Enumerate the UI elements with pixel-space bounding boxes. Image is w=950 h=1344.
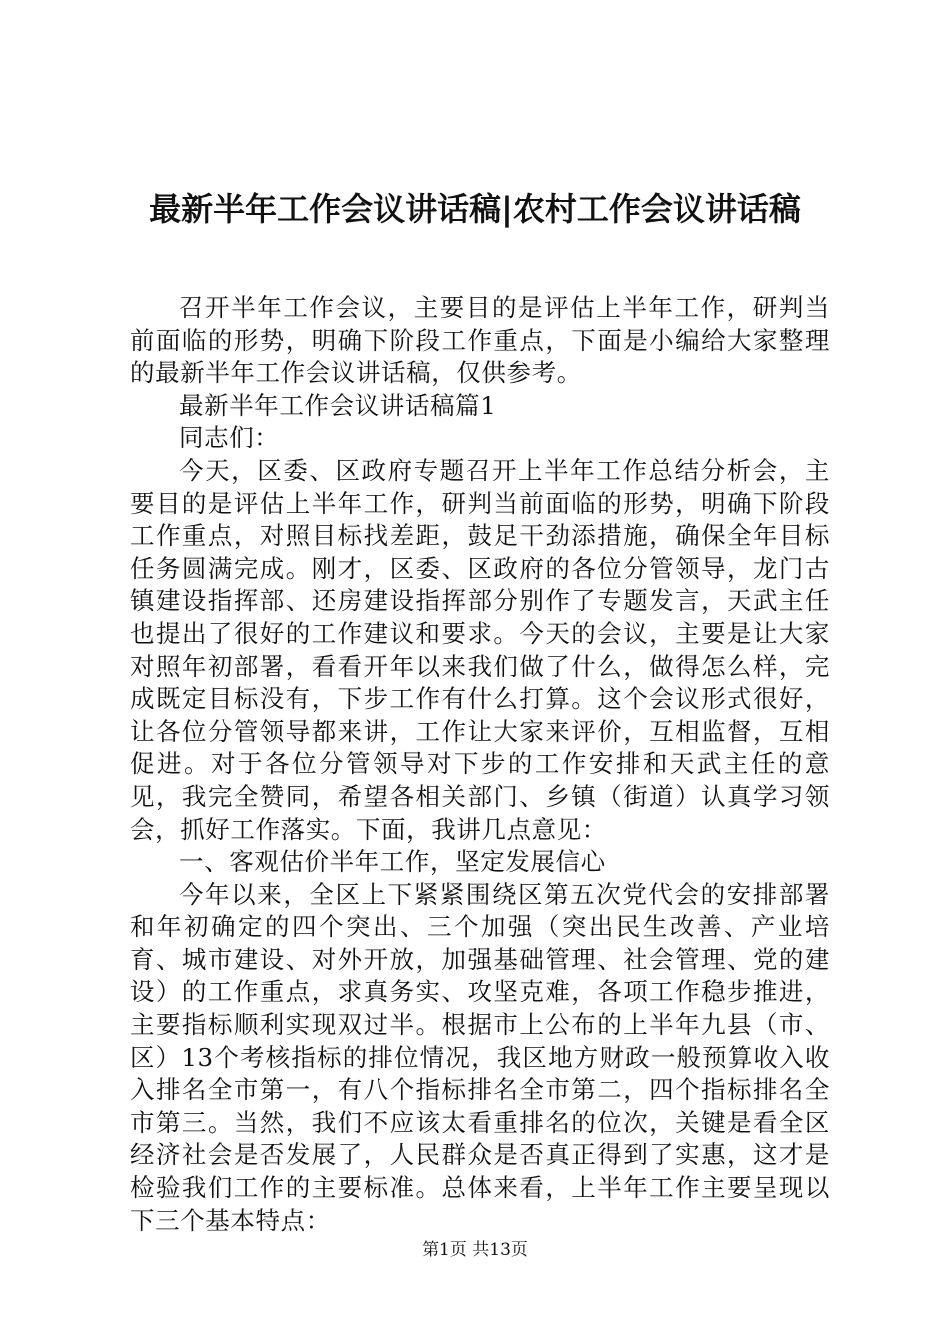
body-paragraph: 今年以来，全区上下紧紧围绕区第五次党代会的安排部署和年初确定的四个突出、三个加强（突出民生改善、产业培育、城市建设、对外开放，加强基础管理、社会管理、党的建设）的工作重点，求真务实、攻坚克难，各项工作稳步推进，主要指标顺利实现双过半。根据市上公布的上半年九县（市、区）13个考核指标的排位情况，我区地方财政一般预算收入收入排名全市第一，有八个指标排名全市第二，四个指标排名全市第三。当然，我们不应该太看重排名的位次，关键是看全区经济社会是否发展了，人民群众是否真正得到了实惠，这才是检验我们工作的主要标准。总体来看，上半年工作主要呈现以下三个基本特点： <box>130 879 830 1235</box>
section-heading: 最新半年工作会议讲话稿篇1 <box>179 390 497 420</box>
document-title: 最新半年工作会议讲话稿|农村工作会议讲话稿 <box>149 190 801 228</box>
body-paragraph: 今天，区委、区政府专题召开上半年工作总结分析会，主要目的是评估上半年工作，研判当前面临的形势，明确下阶段工作重点，对照目标找差距，鼓足干劲添措施，确保全年目标任务圆满完成。刚才，区委、区政府的各位分管领导，龙门古镇建设指挥部、还房建设指挥部分别作了专题发言，天武主任也提出了很好的工作建议和要求。今天的会议，主要是让大家对照年初部署，看看开年以来我们做了什么，做得怎么样，完成既定目标没有，下步工作有什么打算。这个会议形式很好，让各位分管领导都来讲，工作让大家来评价，互相监督，互相促进。对于各位分管领导对下步的工作安排和天武主任的意见，我完全赞同，希望各相关部门、乡镇（街道）认真学习领会，抓好工作落实。下面，我讲几点意见： <box>130 455 830 844</box>
intro-paragraph: 召开半年工作会议，主要目的是评估上半年工作，研判当前面临的形势，明确下阶段工作重点，下面是小编给大家整理的最新半年工作会议讲话稿，仅供参考。 <box>130 293 830 388</box>
page-number: 第1页 共13页 <box>422 1240 528 1260</box>
document-body <box>130 292 830 1237</box>
salutation: 同志们： <box>179 423 280 453</box>
subsection-heading: 一、客观估价半年工作，坚定发展信心 <box>179 847 606 877</box>
